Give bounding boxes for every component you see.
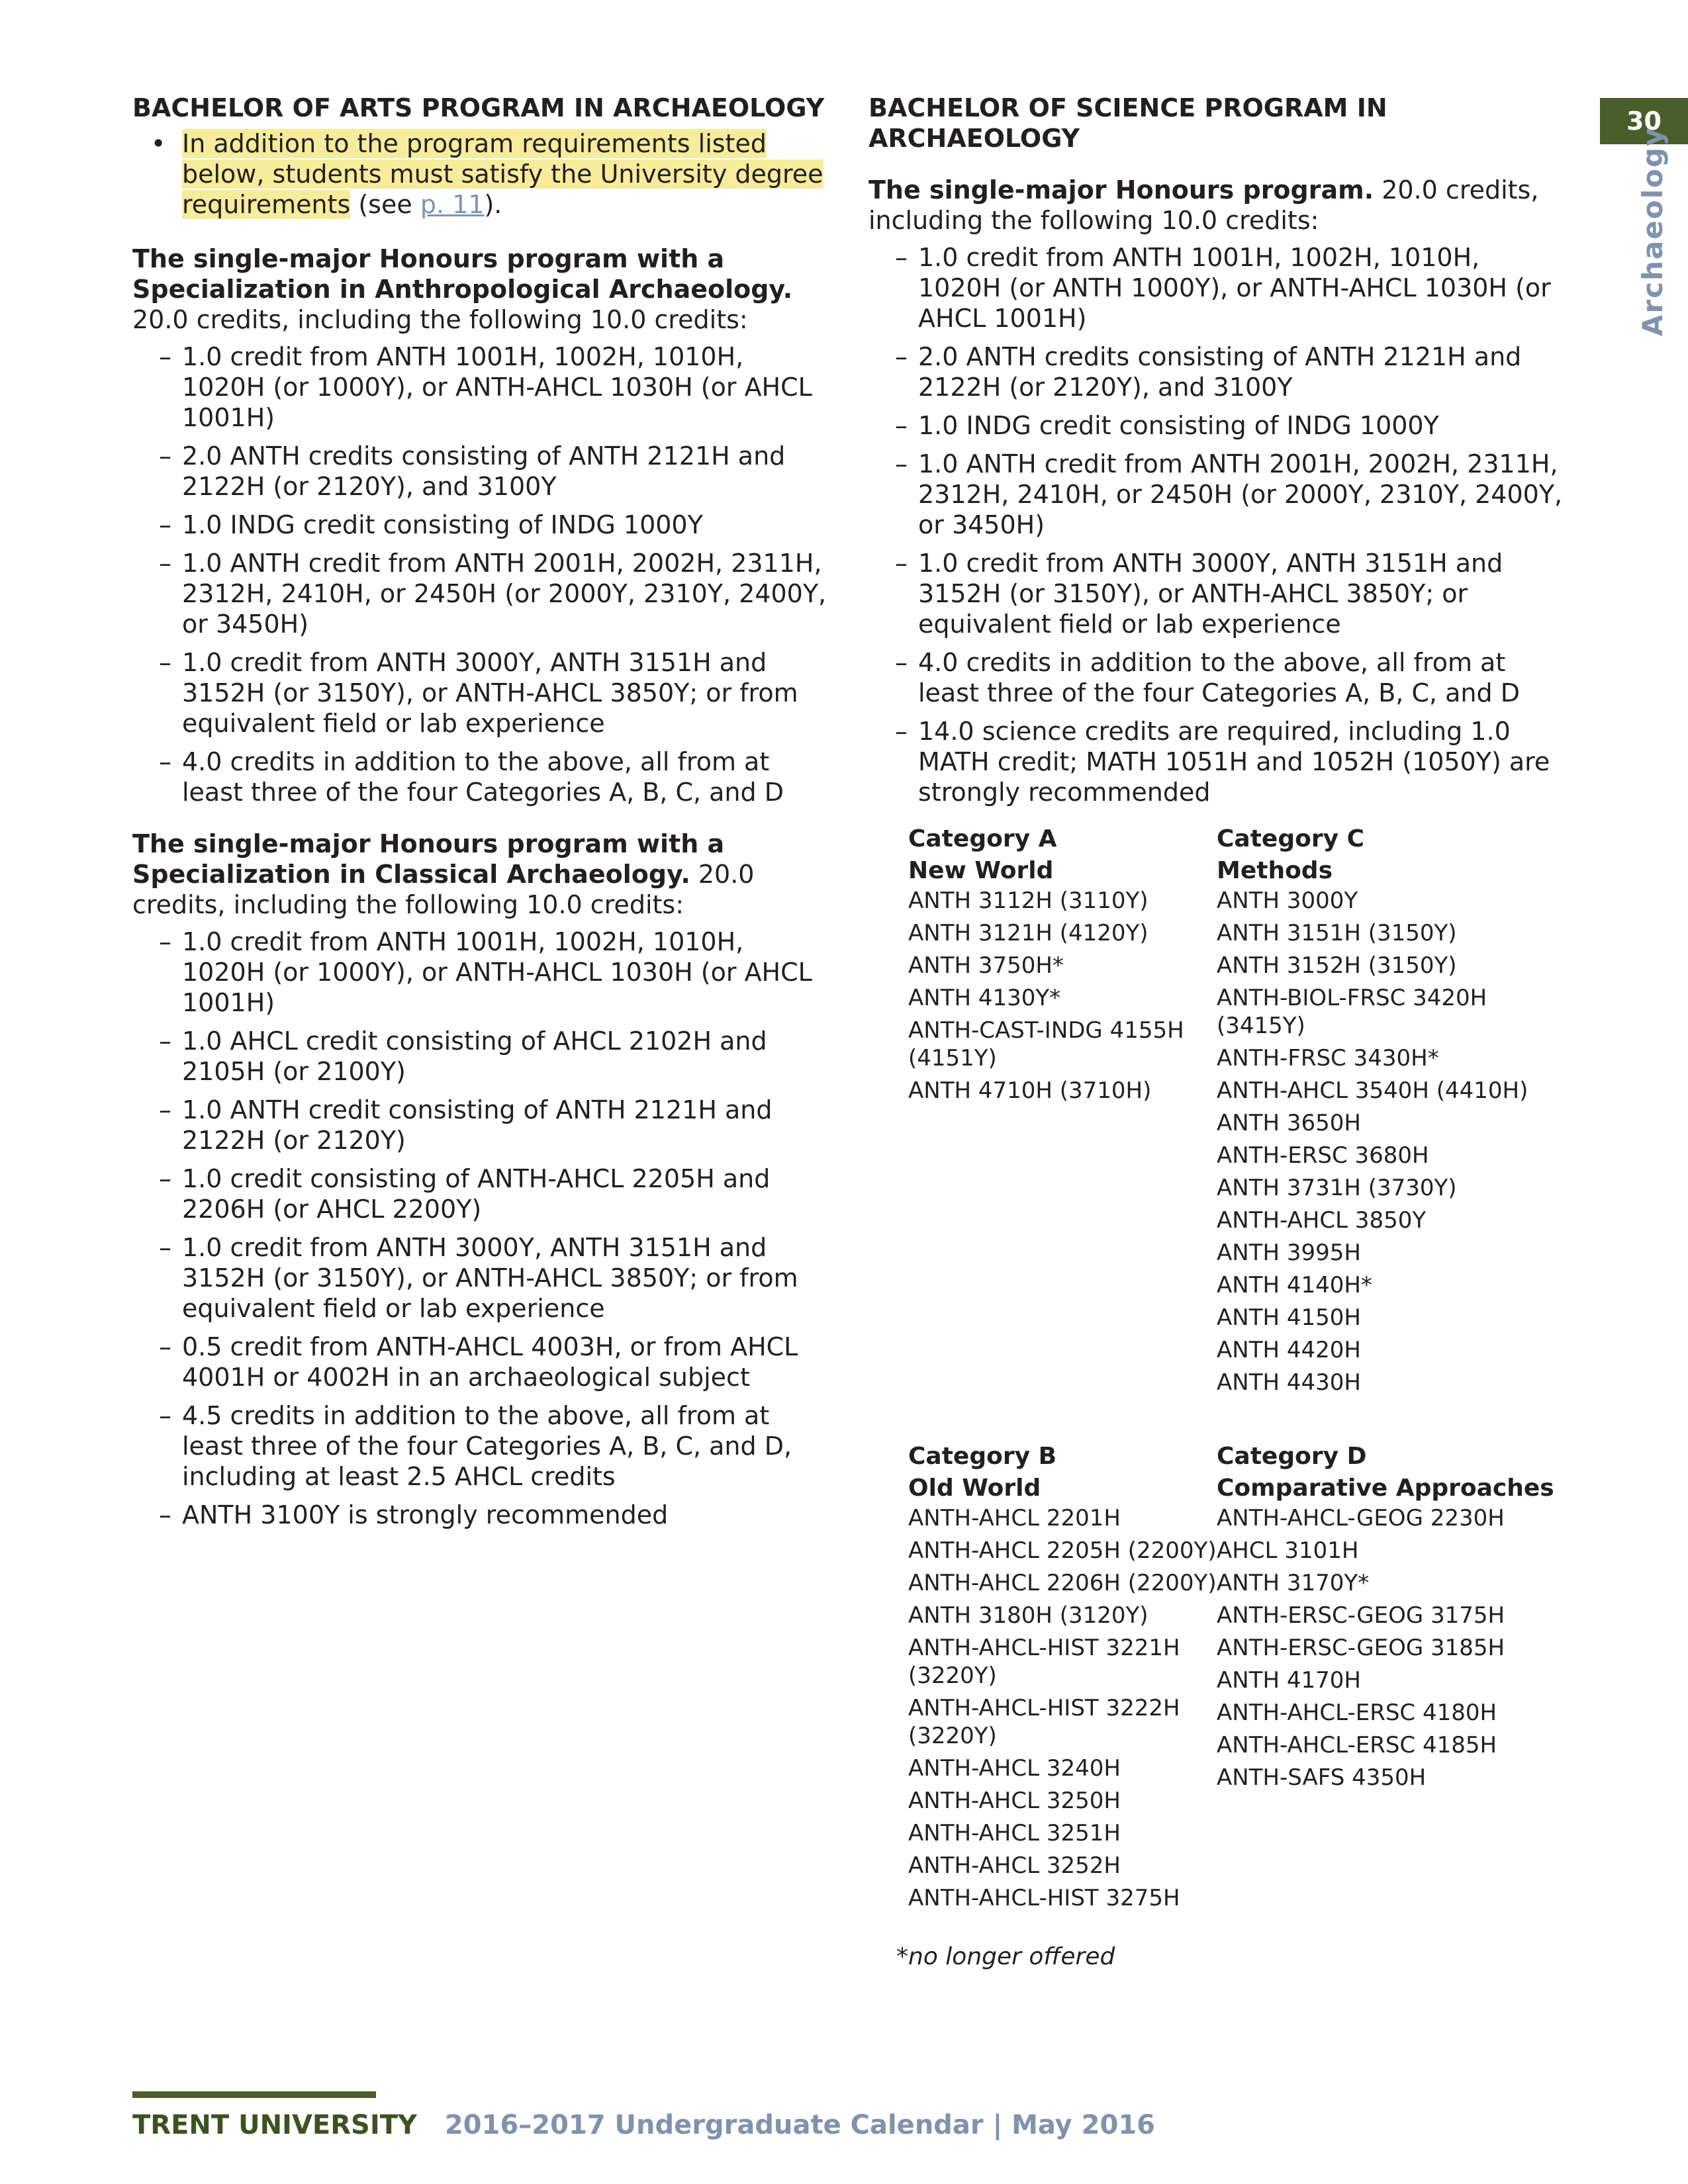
- page-link[interactable]: p. 11: [420, 190, 485, 219]
- page-footer: [132, 2110, 1155, 2140]
- course-item: ANTH-AHCL 3240H: [908, 1755, 1121, 1782]
- category-a: [908, 823, 1217, 1401]
- course-item: ANTH 4170H: [1217, 1667, 1361, 1694]
- course-item: ANTH 3000Y: [1217, 887, 1358, 914]
- course-item: ANTH-ERSC 3680H: [1217, 1142, 1429, 1169]
- list-item: – 4.0 credits in addition to the above, all from at least three of the four Categories A, B, C, and D: [895, 648, 1520, 707]
- course-item: ANTH 4710H (3710H): [908, 1077, 1152, 1104]
- note-post-link: ).: [484, 190, 502, 219]
- bsc-title: The single-major Honours program.: [868, 175, 1374, 205]
- course-item: ANTH 4420H: [1217, 1337, 1361, 1363]
- category-d: [1217, 1441, 1561, 1917]
- bsc-intro: [868, 175, 1564, 236]
- course-item: ANTH 3650H: [1217, 1110, 1361, 1136]
- category-b-courses: [908, 1504, 1217, 1912]
- footer-calendar: 2016–2017 Undergraduate Calendar | May 2016: [444, 2110, 1155, 2140]
- category-b: [908, 1441, 1217, 1917]
- course-item: ANTH-AHCL 3251H: [908, 1820, 1121, 1846]
- list-item: – 1.0 credit from ANTH 1001H, 1002H, 1010H, 1020H (or ANTH 1000Y), or ANTH-AHCL 1030H (or AHCL 1001H): [895, 243, 1551, 333]
- classical-intro: [132, 829, 827, 920]
- list-item: – 4.0 credits in addition to the above, all from at least three of the four Categories A, B, C, and D: [159, 747, 784, 807]
- course-item: ANTH-AHCL 3850Y: [1217, 1207, 1427, 1234]
- bsc-heading: BACHELOR OF SCIENCE PROGRAM IN ARCHAEOLOGY: [868, 93, 1387, 153]
- category-c-subtitle: Methods: [1217, 857, 1333, 884]
- course-item: ANTH 4140H*: [1217, 1272, 1372, 1298]
- course-item: ANTH 3995H: [1217, 1240, 1361, 1266]
- course-item: ANTH 4130Y*: [908, 985, 1061, 1011]
- footer-rule: [132, 2091, 376, 2098]
- list-item: – 1.0 credit from ANTH 3000Y, ANTH 3151H and 3152H (or 3150Y), or ANTH-AHCL 3850Y; or from equivalent field or lab experience: [159, 648, 798, 738]
- list-item: – 1.0 ANTH credit from ANTH 2001H, 2002H, 2311H, 2312H, 2410H, or 2450H (or 2000Y, 2310Y, 2400Y, or 3450H): [159, 549, 827, 639]
- course-item: ANTH-FRSC 3430H*: [1217, 1045, 1439, 1071]
- course-item: ANTH-CAST-INDG 4155H (4151Y): [908, 1017, 1184, 1071]
- list-item: – 1.0 INDG credit consisting of INDG 1000Y: [895, 411, 1439, 440]
- list-item: – 1.0 credit consisting of ANTH-AHCL 2205H and 2206H (or AHCL 2200Y): [159, 1164, 771, 1224]
- course-item: ANTH 3750H*: [908, 952, 1064, 979]
- list-item: – 2.0 ANTH credits consisting of ANTH 2121H and 2122H (or 2120Y), and 3100Y: [159, 441, 786, 501]
- category-b-subtitle: Old World: [908, 1475, 1041, 1502]
- course-item: ANTH 3121H (4120Y): [908, 920, 1149, 946]
- ba-note: [132, 128, 827, 220]
- course-item: ANTH-AHCL-ERSC 4185H: [1217, 1732, 1497, 1758]
- list-item: – 2.0 ANTH credits consisting of ANTH 2121H and 2122H (or 2120Y), and 3100Y: [895, 342, 1522, 402]
- course-item: ANTH 3731H (3730Y): [1217, 1175, 1457, 1201]
- list-item: – 1.0 AHCL credit consisting of AHCL 2102H and 2105H (or 2100Y): [159, 1026, 767, 1086]
- list-item: – 1.0 INDG credit consisting of INDG 1000Y: [159, 510, 703, 539]
- course-item: ANTH-BIOL-FRSC 3420H (3415Y): [1217, 985, 1487, 1039]
- course-item: ANTH-AHCL 2205H (2200Y): [908, 1537, 1217, 1564]
- course-item: ANTH-SAFS 4350H: [1217, 1764, 1427, 1791]
- list-item: – 1.0 credit from ANTH 1001H, 1002H, 1010H, 1020H (or 1000Y), or ANTH-AHCL 1030H (or AHCL 1001H): [159, 927, 812, 1017]
- course-item: ANTH-ERSC-GEOG 3175H: [1217, 1602, 1505, 1629]
- course-item: ANTH 3152H (3150Y): [1217, 952, 1457, 979]
- anthro-intro: [132, 244, 827, 335]
- course-item: ANTH 3170Y*: [1217, 1570, 1370, 1596]
- category-b-title: Category B: [908, 1443, 1057, 1470]
- category-d-subtitle: Comparative Approaches: [1217, 1475, 1554, 1502]
- category-d-courses: [1217, 1504, 1561, 1792]
- left-column: [132, 93, 827, 1538]
- course-item: ANTH 4430H: [1217, 1369, 1361, 1396]
- course-item: ANTH-AHCL 2201H: [908, 1505, 1121, 1531]
- side-section-label: Archaeology: [1636, 126, 1669, 336]
- list-item: – 14.0 science credits are required, including 1.0 MATH credit; MATH 1051H and 1052H (1050Y) are strongly recommended: [895, 717, 1550, 807]
- course-item: ANTH-AHCL 3252H: [908, 1852, 1121, 1879]
- course-item: ANTH 3112H (3110Y): [908, 887, 1149, 914]
- list-item: – 1.0 credit from ANTH 3000Y, ANTH 3151H and 3152H (or 3150Y), or ANTH-AHCL 3850Y; or from equivalent field or lab experience: [159, 1233, 798, 1323]
- category-c: [1217, 823, 1561, 1401]
- course-item: ANTH-AHCL 2206H (2200Y): [908, 1570, 1217, 1596]
- course-item: AHCL 3101H: [1217, 1537, 1359, 1564]
- anthro-intro-rest: 20.0 credits, including the following 10.0 credits:: [132, 305, 748, 334]
- course-item: ANTH-AHCL 3250H: [908, 1788, 1121, 1814]
- ba-note-list: [132, 128, 827, 220]
- category-d-title: Category D: [1217, 1443, 1367, 1470]
- bullet-icon: •: [151, 129, 166, 158]
- right-column: [868, 93, 1564, 1970]
- classical-intro-rest: 20.0 credits, including the following 10.0 credits:: [132, 860, 755, 919]
- footer-university: TRENT UNIVERSITY: [132, 2110, 417, 2140]
- course-item: ANTH-AHCL-HIST 3221H (3220Y): [908, 1635, 1180, 1689]
- course-item: ANTH-AHCL 3540H (4410H): [1217, 1077, 1528, 1104]
- course-item: ANTH-AHCL-HIST 3275H: [908, 1885, 1180, 1911]
- highlighted-note: In addition to the program requirements listed below, students must satisfy the University degree requirements: [182, 129, 823, 219]
- bsc-intro-rest: 20.0 credits, including the following 10.0 credits:: [868, 175, 1539, 235]
- category-grid: [908, 823, 1564, 1956]
- note-pre-link: (see: [350, 190, 420, 219]
- classical-title: The single-major Honours program with a Specialization in Classical Archaeology.: [132, 829, 725, 889]
- list-item: – 1.0 credit from ANTH 3000Y, ANTH 3151H and 3152H (or 3150Y), or ANTH-AHCL 3850Y; or equivalent field or lab experience: [895, 549, 1503, 639]
- category-a-courses: [908, 887, 1217, 1105]
- anthro-title: The single-major Honours program with a Specialization in Anthropological Archaeology.: [132, 244, 793, 304]
- list-item: – ANTH 3100Y is strongly recommended: [159, 1500, 669, 1529]
- list-item: – 1.0 ANTH credit from ANTH 2001H, 2002H, 2311H, 2312H, 2410H, or 2450H (or 2000Y, 2310Y, 2400Y, or 3450H): [895, 449, 1563, 539]
- page-number: 30: [1626, 107, 1662, 136]
- category-c-title: Category C: [1217, 825, 1365, 852]
- course-item: ANTH-AHCL-HIST 3222H (3220Y): [908, 1695, 1180, 1749]
- course-item: ANTH-AHCL-ERSC 4180H: [1217, 1700, 1497, 1726]
- category-a-title: Category A: [908, 825, 1057, 852]
- list-item: – 0.5 credit from ANTH-AHCL 4003H, or from AHCL 4001H or 4002H in an archaeological subject: [159, 1332, 798, 1392]
- course-item: ANTH 3180H (3120Y): [908, 1602, 1149, 1629]
- classical-requirements: [132, 927, 827, 1530]
- course-item: ANTH-ERSC-GEOG 3185H: [1217, 1635, 1505, 1661]
- bsc-requirements: [868, 242, 1564, 807]
- footnote: *no longer offered: [896, 1943, 1115, 1970]
- course-item: ANTH 4150H: [1217, 1304, 1361, 1331]
- list-item: – 1.0 credit from ANTH 1001H, 1002H, 1010H, 1020H (or 1000Y), or ANTH-AHCL 1030H (or AHCL 1001H): [159, 342, 812, 432]
- course-item: ANTH-AHCL-GEOG 2230H: [1217, 1505, 1505, 1531]
- course-item: ANTH 3151H (3150Y): [1217, 920, 1457, 946]
- category-a-subtitle: New World: [908, 857, 1054, 884]
- list-item: – 4.5 credits in addition to the above, all from at least three of the four Categories A, B, C, and D, including at least 2.5 AHCL credits: [159, 1401, 792, 1491]
- anthro-requirements: [132, 341, 827, 807]
- ba-heading: BACHELOR OF ARTS PROGRAM IN ARCHAEOLOGY: [132, 93, 825, 122]
- category-c-courses: [1217, 887, 1561, 1396]
- list-item: – 1.0 ANTH credit consisting of ANTH 2121H and 2122H (or 2120Y): [159, 1095, 773, 1155]
